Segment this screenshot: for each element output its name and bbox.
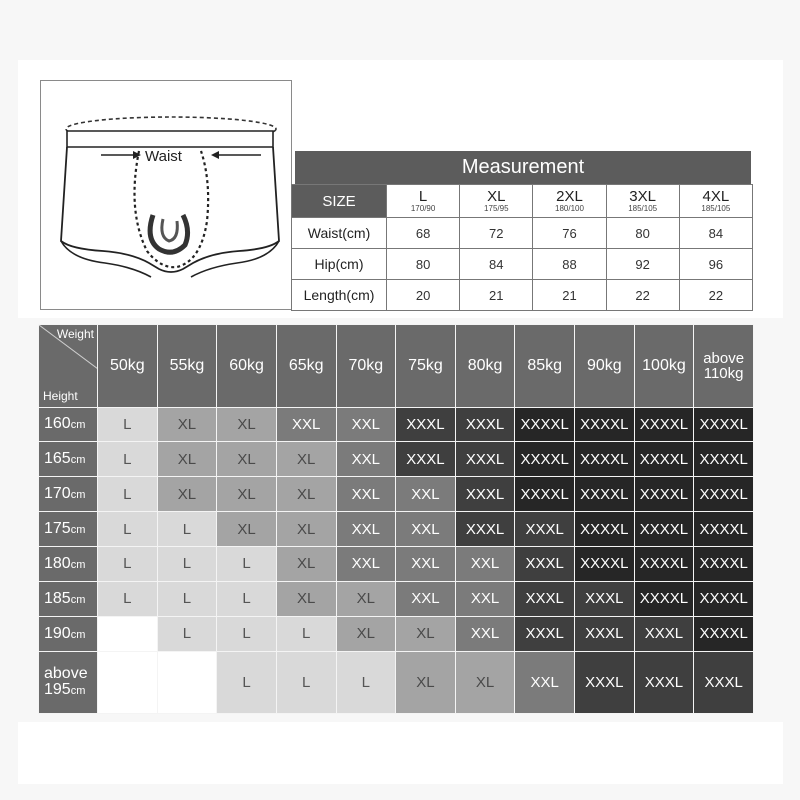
size-cell: XXXXL (575, 407, 635, 442)
size-cell: XXL (455, 616, 515, 651)
size-cell: XL (217, 442, 277, 477)
height-row (39, 651, 754, 713)
measurement-title: Measurement (295, 151, 751, 184)
unit-label: cm (70, 593, 86, 606)
height-row (39, 512, 754, 547)
height-value: 190 (44, 624, 71, 642)
size-cell: L (157, 616, 217, 651)
size-cell: XXXL (515, 512, 575, 547)
size-column-header (679, 185, 752, 218)
size-cell: XXXXL (694, 616, 754, 651)
size-cell: XXXL (455, 407, 515, 442)
length-row (292, 280, 753, 311)
size-code: 185/105 (628, 204, 658, 213)
weight-header: 80kg (455, 325, 515, 408)
size-cell: XL (276, 547, 336, 582)
above-word: above (703, 349, 745, 367)
size-cell: L (98, 512, 158, 547)
size-column-header (460, 185, 533, 218)
height-value: 180 (44, 554, 71, 572)
height-header (39, 512, 98, 547)
size-cell: XL (276, 512, 336, 547)
size-cell: L (336, 651, 396, 713)
measurement-cell: 22 (606, 280, 679, 311)
size-name: XL (487, 188, 506, 205)
measurement-header-row (292, 185, 753, 218)
size-cell: XXL (396, 512, 456, 547)
row-label: Hip(cm) (292, 249, 387, 280)
size-cell: XL (157, 407, 217, 442)
height-header (39, 407, 98, 442)
boxer-briefs-drawing (41, 81, 291, 309)
size-cell: XXXXL (694, 547, 754, 582)
weight-header-row (39, 325, 754, 408)
size-cell: XXXL (634, 651, 694, 713)
size-column-header (533, 185, 606, 218)
height-header (39, 477, 98, 512)
size-cell: XXXXL (694, 407, 754, 442)
size-header: SIZE (292, 185, 387, 218)
size-cell: XXXXL (694, 442, 754, 477)
size-name: 4XL (702, 188, 730, 205)
size-cell: XXXL (575, 581, 635, 616)
size-name: 3XL (629, 188, 656, 205)
height-value: 195cm (44, 680, 86, 698)
height-value: 160 (44, 415, 71, 433)
weight-header: 85kg (515, 325, 575, 408)
measurement-cell: 96 (679, 249, 752, 280)
height-header (39, 547, 98, 582)
weight-header: 65kg (276, 325, 336, 408)
measurement-table (291, 184, 753, 311)
size-cell: XXXL (694, 651, 754, 713)
size-cell: L (98, 547, 158, 582)
weight-axis-label: Weight (56, 327, 94, 341)
grid-corner (39, 325, 98, 408)
height-value: 165 (44, 450, 71, 468)
size-cell: L (157, 547, 217, 582)
unit-label: cm (70, 684, 86, 697)
size-cell (98, 616, 158, 651)
size-name: L (418, 188, 428, 205)
size-name: 2XL (556, 188, 583, 205)
size-cell: XXXL (455, 442, 515, 477)
size-cell (157, 651, 217, 713)
size-cell: L (98, 477, 158, 512)
size-cell: XXL (455, 547, 515, 582)
size-cell: XXL (336, 442, 396, 477)
measurement-cell: 80 (606, 218, 679, 249)
size-cell: XXXXL (575, 477, 635, 512)
height-value: 170 (44, 485, 71, 503)
size-cell: XXXXL (634, 547, 694, 582)
size-cell: XL (157, 477, 217, 512)
size-cell: L (98, 442, 158, 477)
size-cell: L (217, 651, 277, 713)
size-cell: XXL (336, 547, 396, 582)
size-cell: XXL (276, 407, 336, 442)
measurement-cell: 76 (533, 218, 606, 249)
size-cell: XXXL (396, 442, 456, 477)
size-cell: XXXXL (634, 442, 694, 477)
size-cell: XXXXL (515, 442, 575, 477)
size-cell: XXXL (634, 616, 694, 651)
measurement-cell: 22 (679, 280, 752, 311)
size-cell: XL (276, 581, 336, 616)
height-row (39, 442, 754, 477)
unit-label: cm (70, 489, 86, 502)
size-cell: XXL (336, 407, 396, 442)
size-cell: XXL (396, 547, 456, 582)
size-cell: XXXXL (694, 477, 754, 512)
size-cell: XXXL (515, 581, 575, 616)
measurement-cell: 92 (606, 249, 679, 280)
weight-header: 55kg (157, 325, 217, 408)
unit-label: cm (70, 558, 86, 571)
size-cell: XXXXL (634, 407, 694, 442)
above-word: above (44, 664, 88, 682)
size-cell: XXXXL (515, 407, 575, 442)
weight-header: 100kg (634, 325, 694, 408)
size-cell: XXXL (575, 616, 635, 651)
size-cell: XL (336, 581, 396, 616)
row-label: Waist(cm) (292, 218, 387, 249)
size-cell: XL (217, 477, 277, 512)
weight-value: 110kg (703, 364, 744, 382)
size-cell: L (157, 581, 217, 616)
height-header (39, 581, 98, 616)
size-cell: XXL (396, 581, 456, 616)
size-cell: XXXXL (634, 581, 694, 616)
size-cell: XXL (336, 512, 396, 547)
weight-header: 50kg (98, 325, 158, 408)
size-cell: XL (336, 616, 396, 651)
height-header (39, 651, 98, 713)
size-cell: L (157, 512, 217, 547)
size-cell: XXXXL (575, 547, 635, 582)
size-cell: L (217, 581, 277, 616)
size-column-header (606, 185, 679, 218)
size-cell: XXL (336, 477, 396, 512)
size-cell: XXXL (396, 407, 456, 442)
measurement-cell: 21 (460, 280, 533, 311)
size-cell: XXXXL (634, 477, 694, 512)
height-header (39, 442, 98, 477)
weight-header: 70kg (336, 325, 396, 408)
measurement-cell: 21 (533, 280, 606, 311)
unit-label: cm (70, 524, 86, 537)
measurement-cell: 84 (460, 249, 533, 280)
size-cell: L (98, 407, 158, 442)
hip-row (292, 249, 753, 280)
size-chart-grid (38, 324, 754, 714)
size-cell: XL (396, 616, 456, 651)
waist-label: Waist (145, 148, 182, 165)
height-row (39, 407, 754, 442)
size-cell: XL (157, 442, 217, 477)
size-cell: XXXXL (634, 512, 694, 547)
size-cell: L (276, 616, 336, 651)
underwear-illustration (40, 80, 292, 310)
size-cell: XXXXL (575, 512, 635, 547)
weight-header: 60kg (217, 325, 277, 408)
size-cell: XL (217, 407, 277, 442)
size-cell: XXXL (515, 616, 575, 651)
size-cell: XXXL (575, 651, 635, 713)
size-code: 180/100 (555, 204, 584, 213)
row-label: Length(cm) (292, 280, 387, 311)
size-cell: XXL (515, 651, 575, 713)
size-code: 185/105 (701, 204, 731, 213)
measurement-cell: 88 (533, 249, 606, 280)
height-value: 185 (44, 589, 71, 607)
height-header (39, 616, 98, 651)
size-cell: XXL (455, 581, 515, 616)
size-cell: L (217, 616, 277, 651)
size-cell: XL (455, 651, 515, 713)
weight-header: 90kg (575, 325, 635, 408)
measurement-cell: 80 (387, 249, 460, 280)
size-cell: XXXL (455, 512, 515, 547)
unit-label: cm (70, 628, 86, 641)
bottom-panel (18, 722, 783, 784)
waist-row (292, 218, 753, 249)
unit-label: cm (70, 454, 86, 467)
size-cell (98, 651, 158, 713)
size-cell: XXXXL (515, 477, 575, 512)
size-cell: L (98, 581, 158, 616)
height-axis-label: Height (43, 388, 78, 403)
size-cell: XXXL (455, 477, 515, 512)
height-row (39, 581, 754, 616)
size-cell: XXXXL (694, 512, 754, 547)
measurement-cell: 72 (460, 218, 533, 249)
weight-header: 75kg (396, 325, 456, 408)
size-cell: XL (276, 442, 336, 477)
height-row (39, 547, 754, 582)
size-cell: XL (217, 512, 277, 547)
measurement-cell: 68 (387, 218, 460, 249)
weight-header (694, 325, 754, 408)
size-code: 170/90 (410, 204, 436, 213)
size-code: 175/95 (484, 204, 509, 213)
unit-label: cm (70, 419, 86, 432)
height-value: 175 (44, 520, 71, 538)
measurement-cell: 20 (387, 280, 460, 311)
size-cell: XL (396, 651, 456, 713)
measurement-cell: 84 (679, 218, 752, 249)
height-row (39, 477, 754, 512)
size-cell: XXXL (515, 547, 575, 582)
size-cell: XXXXL (575, 442, 635, 477)
size-column-header (387, 185, 460, 218)
size-cell: XXXXL (694, 581, 754, 616)
size-cell: XL (276, 477, 336, 512)
size-cell: XXL (396, 477, 456, 512)
size-cell: L (276, 651, 336, 713)
height-row (39, 616, 754, 651)
size-cell: L (217, 547, 277, 582)
